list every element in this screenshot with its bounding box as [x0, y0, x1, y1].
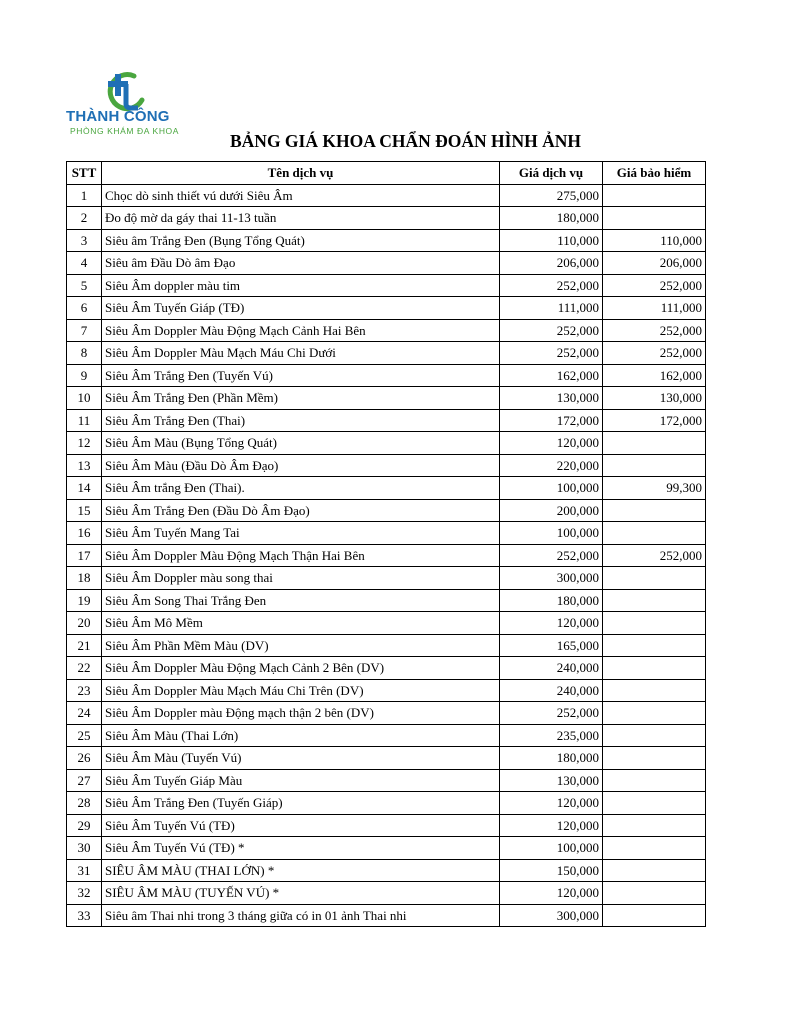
- cell-service-price: 252,000: [500, 342, 603, 365]
- cell-service-name: Siêu âm Trắng Đen (Bụng Tổng Quát): [102, 229, 500, 252]
- table-row: [67, 364, 706, 387]
- cell-insurance-price: [603, 859, 706, 882]
- cell-service-name: Siêu Âm Trắng Đen (Thai): [102, 409, 500, 432]
- cell-insurance-price: [603, 207, 706, 230]
- cell-service-name: Siêu Âm Màu (Bụng Tổng Quát): [102, 432, 500, 455]
- page-title: BẢNG GIÁ KHOA CHẨN ĐOÁN HÌNH ẢNH: [230, 131, 581, 151]
- cell-stt: 20: [67, 612, 102, 635]
- cell-stt: 26: [67, 747, 102, 770]
- cell-service-name: Siêu Âm Phần Mềm Màu (DV): [102, 634, 500, 657]
- table-row: [67, 207, 706, 230]
- cell-service-name: Siêu Âm Trắng Đen (Đầu Dò Âm Đạo): [102, 499, 500, 522]
- cell-stt: 14: [67, 477, 102, 500]
- cell-stt: 2: [67, 207, 102, 230]
- cell-insurance-price: 111,000: [603, 297, 706, 320]
- cell-service-name: Siêu âm Thai nhi trong 3 tháng giữa có in 01 ảnh Thai nhi: [102, 904, 500, 927]
- cell-service-price: 180,000: [500, 207, 603, 230]
- cell-stt: 15: [67, 499, 102, 522]
- cell-stt: 31: [67, 859, 102, 882]
- cell-service-price: 240,000: [500, 679, 603, 702]
- cell-service-price: 240,000: [500, 657, 603, 680]
- cell-service-name: SIÊU ÂM MÀU (THAI LỚN) *: [102, 859, 500, 882]
- cell-stt: 3: [67, 229, 102, 252]
- table-row: [67, 387, 706, 410]
- cell-stt: 4: [67, 252, 102, 275]
- table-row: [67, 634, 706, 657]
- cell-insurance-price: 99,300: [603, 477, 706, 500]
- cell-service-name: Siêu Âm Doppler Màu Động Mạch Cảnh 2 Bên (DV): [102, 657, 500, 680]
- cell-insurance-price: [603, 837, 706, 860]
- cell-service-price: 252,000: [500, 274, 603, 297]
- cell-stt: 33: [67, 904, 102, 927]
- cell-stt: 18: [67, 567, 102, 590]
- table-row: [67, 229, 706, 252]
- cell-insurance-price: [603, 567, 706, 590]
- cell-insurance-price: [603, 499, 706, 522]
- table-row: [67, 319, 706, 342]
- cell-service-name: Siêu Âm Màu (Tuyến Vú): [102, 747, 500, 770]
- cell-service-price: 172,000: [500, 409, 603, 432]
- cell-service-name: Siêu Âm Mô Mềm: [102, 612, 500, 635]
- cell-service-price: 165,000: [500, 634, 603, 657]
- table-row: [67, 814, 706, 837]
- table-row: [67, 612, 706, 635]
- cell-service-price: 300,000: [500, 567, 603, 590]
- table-row: [67, 657, 706, 680]
- cell-stt: 27: [67, 769, 102, 792]
- cell-service-name: Siêu Âm Trắng Đen (Phần Mềm): [102, 387, 500, 410]
- table-row: [67, 859, 706, 882]
- table-row: [67, 904, 706, 927]
- cell-insurance-price: [603, 432, 706, 455]
- cell-insurance-price: [603, 814, 706, 837]
- table-row: [67, 432, 706, 455]
- cell-service-price: 180,000: [500, 747, 603, 770]
- cell-insurance-price: [603, 612, 706, 635]
- cell-stt: 24: [67, 702, 102, 725]
- table-row: [67, 522, 706, 545]
- cell-insurance-price: 172,000: [603, 409, 706, 432]
- table-row: [67, 589, 706, 612]
- cell-stt: 8: [67, 342, 102, 365]
- cell-service-price: 235,000: [500, 724, 603, 747]
- cell-stt: 7: [67, 319, 102, 342]
- cell-service-price: 206,000: [500, 252, 603, 275]
- cell-insurance-price: [603, 522, 706, 545]
- table-row: [67, 747, 706, 770]
- cell-stt: 30: [67, 837, 102, 860]
- cell-service-price: 100,000: [500, 837, 603, 860]
- cell-service-price: 120,000: [500, 814, 603, 837]
- cell-insurance-price: 110,000: [603, 229, 706, 252]
- cell-service-price: 100,000: [500, 477, 603, 500]
- cell-stt: 11: [67, 409, 102, 432]
- cell-stt: 1: [67, 184, 102, 207]
- cell-insurance-price: [603, 589, 706, 612]
- cell-service-price: 220,000: [500, 454, 603, 477]
- cell-stt: 17: [67, 544, 102, 567]
- cell-insurance-price: [603, 724, 706, 747]
- cell-service-name: Siêu Âm Tuyến Vú (TĐ): [102, 814, 500, 837]
- cell-stt: 28: [67, 792, 102, 815]
- clinic-name: THÀNH CÔNG: [66, 108, 170, 125]
- cell-service-name: Siêu Âm Màu (Đầu Dò Âm Đạo): [102, 454, 500, 477]
- cell-stt: 9: [67, 364, 102, 387]
- table-header-row: [67, 162, 706, 185]
- cell-stt: 25: [67, 724, 102, 747]
- cell-service-name: Siêu Âm Trắng Đen (Tuyến Vú): [102, 364, 500, 387]
- cell-stt: 10: [67, 387, 102, 410]
- cell-service-price: 200,000: [500, 499, 603, 522]
- table-row: [67, 882, 706, 905]
- cell-service-name: Siêu Âm Doppler Màu Mạch Máu Chi Trên (DV): [102, 679, 500, 702]
- table-row: [67, 342, 706, 365]
- cell-service-price: 252,000: [500, 544, 603, 567]
- cell-stt: 6: [67, 297, 102, 320]
- cell-insurance-price: [603, 904, 706, 927]
- header-insurance-price: Giá bảo hiểm: [603, 162, 706, 185]
- cell-service-name: Siêu Âm Doppler Màu Mạch Máu Chi Dưới: [102, 342, 500, 365]
- cell-service-name: SIÊU ÂM MÀU (TUYẾN VÚ) *: [102, 882, 500, 905]
- table-body: [67, 184, 706, 927]
- clinic-logo: [66, 70, 196, 136]
- cell-insurance-price: [603, 657, 706, 680]
- cell-service-name: Siêu Âm Doppler Màu Động Mạch Thận Hai Bên: [102, 544, 500, 567]
- cell-service-price: 252,000: [500, 319, 603, 342]
- cell-service-price: 162,000: [500, 364, 603, 387]
- table-row: [67, 499, 706, 522]
- cell-service-price: 100,000: [500, 522, 603, 545]
- cell-service-price: 120,000: [500, 612, 603, 635]
- cell-insurance-price: [603, 454, 706, 477]
- cell-service-price: 111,000: [500, 297, 603, 320]
- table-row: [67, 792, 706, 815]
- cell-service-name: Siêu âm Đầu Dò âm Đạo: [102, 252, 500, 275]
- table-row: [67, 679, 706, 702]
- cell-stt: 12: [67, 432, 102, 455]
- cell-stt: 29: [67, 814, 102, 837]
- cell-insurance-price: [603, 769, 706, 792]
- cell-stt: 22: [67, 657, 102, 680]
- cell-service-name: Siêu Âm doppler màu tim: [102, 274, 500, 297]
- cell-insurance-price: 252,000: [603, 342, 706, 365]
- cell-service-price: 275,000: [500, 184, 603, 207]
- clinic-subtitle: PHÒNG KHÁM ĐA KHOA: [70, 126, 180, 136]
- cell-service-name: Siêu Âm Trắng Đen (Tuyến Giáp): [102, 792, 500, 815]
- cell-insurance-price: 206,000: [603, 252, 706, 275]
- table-row: [67, 409, 706, 432]
- header-service-price: Giá dịch vụ: [500, 162, 603, 185]
- cell-insurance-price: [603, 634, 706, 657]
- cell-service-name: Siêu Âm Doppler Màu Động Mạch Cảnh Hai Bên: [102, 319, 500, 342]
- cell-stt: 32: [67, 882, 102, 905]
- table-row: [67, 702, 706, 725]
- cell-service-price: 180,000: [500, 589, 603, 612]
- table-row: [67, 297, 706, 320]
- cell-stt: 23: [67, 679, 102, 702]
- cell-service-name: Siêu Âm Doppler màu Động mạch thận 2 bên (DV): [102, 702, 500, 725]
- table-row: [67, 724, 706, 747]
- cell-service-name: Đo độ mờ da gáy thai 11-13 tuần: [102, 207, 500, 230]
- cell-service-price: 120,000: [500, 882, 603, 905]
- cell-insurance-price: 162,000: [603, 364, 706, 387]
- cell-insurance-price: [603, 882, 706, 905]
- cell-service-price: 252,000: [500, 702, 603, 725]
- cell-insurance-price: 252,000: [603, 544, 706, 567]
- table-row: [67, 252, 706, 275]
- medical-cross-logo-icon: [104, 70, 148, 112]
- cell-insurance-price: [603, 679, 706, 702]
- cell-service-name: Siêu Âm Tuyến Vú (TĐ) *: [102, 837, 500, 860]
- cell-insurance-price: 252,000: [603, 319, 706, 342]
- cell-service-price: 300,000: [500, 904, 603, 927]
- cell-insurance-price: 252,000: [603, 274, 706, 297]
- table-row: [67, 837, 706, 860]
- table-row: [67, 769, 706, 792]
- table-row: [67, 544, 706, 567]
- cell-service-name: Siêu Âm trắng Đen (Thai).: [102, 477, 500, 500]
- header-stt: STT: [67, 162, 102, 185]
- cell-service-name: Siêu Âm Màu (Thai Lớn): [102, 724, 500, 747]
- table-row: [67, 477, 706, 500]
- cell-stt: 13: [67, 454, 102, 477]
- cell-stt: 5: [67, 274, 102, 297]
- cell-service-price: 120,000: [500, 432, 603, 455]
- cell-service-price: 120,000: [500, 792, 603, 815]
- cell-insurance-price: [603, 747, 706, 770]
- cell-stt: 16: [67, 522, 102, 545]
- cell-insurance-price: [603, 184, 706, 207]
- cell-insurance-price: [603, 792, 706, 815]
- cell-service-name: Siêu Âm Doppler màu song thai: [102, 567, 500, 590]
- cell-service-price: 130,000: [500, 387, 603, 410]
- table-row: [67, 274, 706, 297]
- cell-service-price: 150,000: [500, 859, 603, 882]
- cell-service-name: Siêu Âm Tuyến Giáp (TĐ): [102, 297, 500, 320]
- price-table: [66, 161, 706, 927]
- cell-insurance-price: 130,000: [603, 387, 706, 410]
- cell-service-name: Siêu Âm Tuyến Mang Tai: [102, 522, 500, 545]
- cell-service-name: Chọc dò sinh thiết vú dưới Siêu Âm: [102, 184, 500, 207]
- cell-service-price: 130,000: [500, 769, 603, 792]
- cell-service-name: Siêu Âm Song Thai Trắng Đen: [102, 589, 500, 612]
- cell-insurance-price: [603, 702, 706, 725]
- table-row: [67, 567, 706, 590]
- cell-service-name: Siêu Âm Tuyến Giáp Màu: [102, 769, 500, 792]
- cell-service-price: 110,000: [500, 229, 603, 252]
- cell-stt: 19: [67, 589, 102, 612]
- cell-stt: 21: [67, 634, 102, 657]
- header-service-name: Tên dịch vụ: [102, 162, 500, 185]
- table-row: [67, 184, 706, 207]
- table-row: [67, 454, 706, 477]
